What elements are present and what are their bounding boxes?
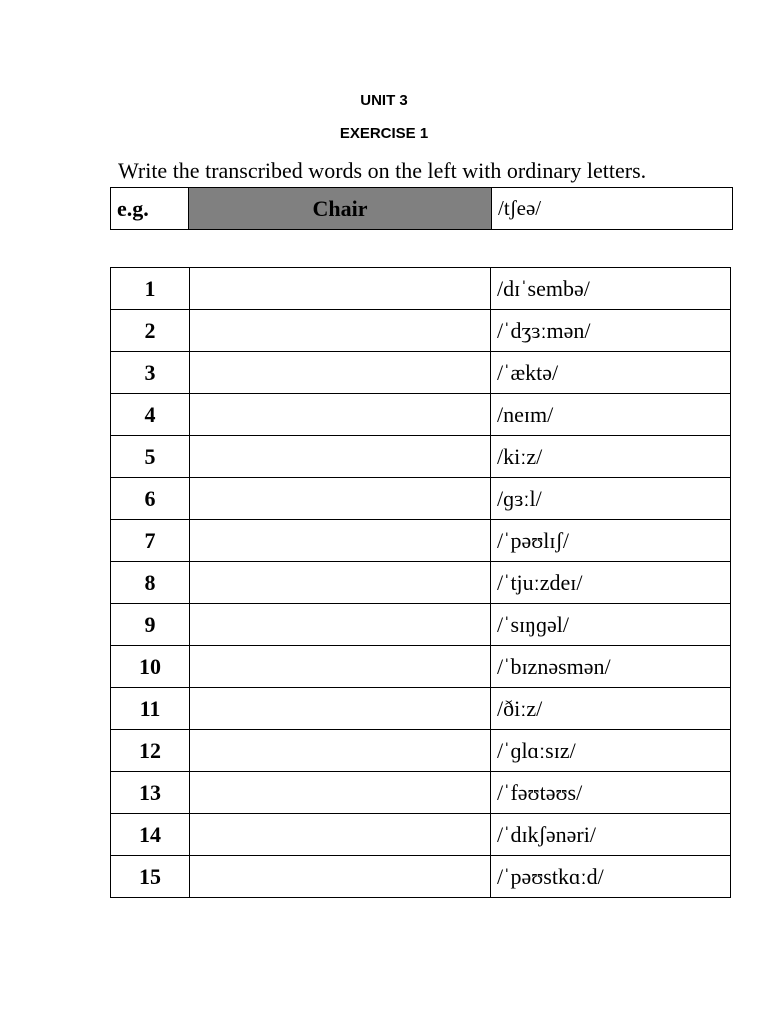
- table-row: [111, 730, 731, 772]
- transcription-cell: /ˈtjuːzdeɪ/: [491, 562, 731, 604]
- answer-cell[interactable]: [190, 478, 491, 520]
- answer-cell[interactable]: [190, 520, 491, 562]
- transcription-cell: /ˈbɪznəsmən/: [491, 646, 731, 688]
- transcription-cell: /dɪˈsembə/: [491, 268, 731, 310]
- transcription-cell: /ˈɡlɑːsɪz/: [491, 730, 731, 772]
- table-row: [111, 604, 731, 646]
- example-row: [111, 188, 733, 230]
- row-number: 8: [111, 562, 190, 604]
- transcription-cell: /ðiːz/: [491, 688, 731, 730]
- table-row: [111, 562, 731, 604]
- table-row: [111, 856, 731, 898]
- table-row: [111, 646, 731, 688]
- answer-cell[interactable]: [190, 394, 491, 436]
- row-number: 14: [111, 814, 190, 856]
- table-row: [111, 352, 731, 394]
- transcription-cell: /ɡɜːl/: [491, 478, 731, 520]
- row-number: 7: [111, 520, 190, 562]
- row-number: 12: [111, 730, 190, 772]
- row-number: 4: [111, 394, 190, 436]
- table-row: [111, 478, 731, 520]
- example-transcription: /tʃeə/: [492, 188, 733, 230]
- table-row: [111, 436, 731, 478]
- answer-cell[interactable]: [190, 856, 491, 898]
- table-row: [111, 772, 731, 814]
- answer-cell[interactable]: [190, 436, 491, 478]
- table-row: [111, 814, 731, 856]
- row-number: 9: [111, 604, 190, 646]
- answer-cell[interactable]: [190, 268, 491, 310]
- example-table: [110, 187, 733, 230]
- transcription-cell: /ˈsɪŋɡəl/: [491, 604, 731, 646]
- answer-cell[interactable]: [190, 562, 491, 604]
- row-number: 6: [111, 478, 190, 520]
- exercise-heading: EXERCISE 1: [339, 125, 429, 142]
- answer-cell[interactable]: [190, 646, 491, 688]
- unit-heading: UNIT 3: [360, 92, 408, 109]
- row-number: 5: [111, 436, 190, 478]
- table-row: [111, 520, 731, 562]
- transcription-cell: /ˈfəʊtəʊs/: [491, 772, 731, 814]
- row-number: 10: [111, 646, 190, 688]
- transcription-table: [110, 267, 731, 898]
- row-number: 3: [111, 352, 190, 394]
- table-row: [111, 310, 731, 352]
- answer-cell[interactable]: [190, 352, 491, 394]
- transcription-cell: /ˈdɪkʃənəri/: [491, 814, 731, 856]
- answer-cell[interactable]: [190, 730, 491, 772]
- row-number: 1: [111, 268, 190, 310]
- table-row: [111, 688, 731, 730]
- row-number: 2: [111, 310, 190, 352]
- table-row: [111, 268, 731, 310]
- example-word: Chair: [189, 188, 492, 230]
- answer-cell[interactable]: [190, 310, 491, 352]
- row-number: 13: [111, 772, 190, 814]
- transcription-cell: /ˈdʒɜːmən/: [491, 310, 731, 352]
- transcription-cell: /ˈpəʊstkɑːd/: [491, 856, 731, 898]
- answer-cell[interactable]: [190, 604, 491, 646]
- answer-cell[interactable]: [190, 688, 491, 730]
- answer-cell[interactable]: [190, 814, 491, 856]
- table-row: [111, 394, 731, 436]
- row-number: 11: [111, 688, 190, 730]
- answer-cell[interactable]: [190, 772, 491, 814]
- transcription-cell: /ˈæktə/: [491, 352, 731, 394]
- transcription-cell: /ˈpəʊlɪʃ/: [491, 520, 731, 562]
- transcription-cell: /kiːz/: [491, 436, 731, 478]
- transcription-cell: /neɪm/: [491, 394, 731, 436]
- instruction-text: Write the transcribed words on the left with ordinary letters.: [118, 158, 647, 183]
- example-label: e.g.: [111, 188, 189, 230]
- row-number: 15: [111, 856, 190, 898]
